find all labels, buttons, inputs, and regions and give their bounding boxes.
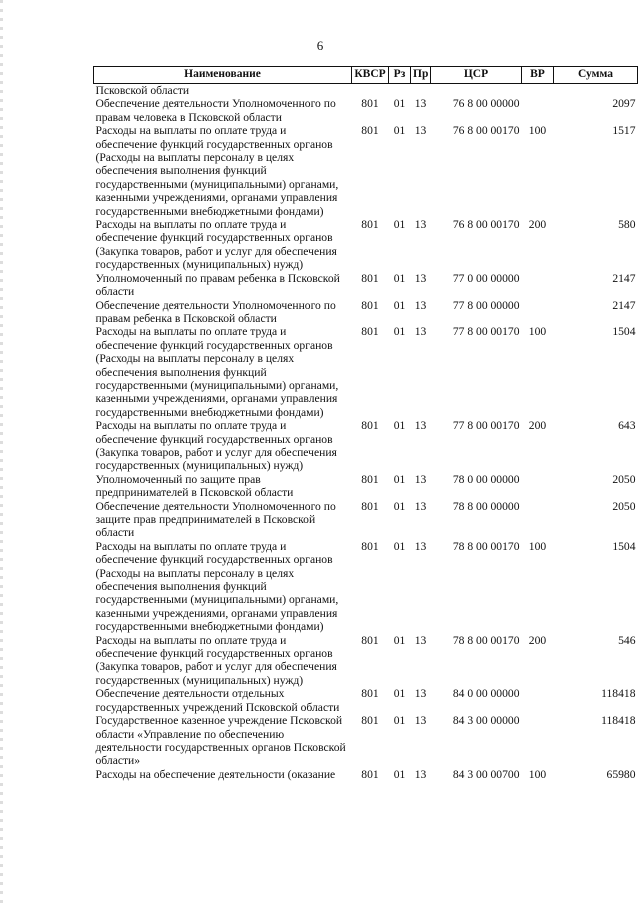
cell-csr: 78 8 00 00170 [452, 539, 520, 553]
table-row [94, 473, 638, 500]
cell-kvsr [352, 84, 389, 98]
cell-sum: 2050 [612, 472, 636, 486]
table-row [94, 299, 638, 326]
cell-kvsr: 801 [361, 218, 379, 232]
page-number: 6 [316, 38, 324, 53]
cell-pr: 13 [414, 714, 427, 728]
cell-rz: 01 [393, 472, 406, 486]
cell-vr [522, 299, 554, 326]
cell-pr: 13 [414, 97, 427, 111]
table-row [94, 84, 638, 98]
cell-pr: 13 [414, 767, 427, 781]
cell-sum: 643 [618, 419, 636, 433]
cell-kvsr: 801 [361, 124, 379, 138]
cell-sum: 580 [618, 218, 636, 232]
cell-rz: 01 [393, 539, 406, 553]
table-row [94, 500, 638, 540]
cell-vr: 100 [528, 767, 547, 781]
cell-vr: 100 [528, 124, 547, 138]
cell-name: Расходы на выплаты по оплате труда и обеспечение функций государственных органов (Расходы на выплаты персоналу в целях обеспечения выполнения функций государственными (муниципальными) органами, казенными учреждениями, органами управления государственными внебюджетными фондами) [95, 124, 339, 218]
cell-vr: 200 [528, 633, 547, 647]
cell-sum [554, 84, 638, 98]
cell-vr [522, 272, 554, 299]
cell-name: Обеспечение деятельности Уполномоченного по правам ребенка в Псковской области [95, 298, 336, 325]
table-row [94, 768, 638, 781]
cell-csr: 78 8 00 00170 [452, 633, 520, 647]
cell-vr [522, 687, 554, 714]
cell-name: Расходы на выплаты по оплате труда и обеспечение функций государственных органов (Закупка товаров, работ и услуг для обеспечения государственных (муниципальных) нужд) [95, 218, 337, 272]
cell-csr: 76 8 00 00170 [452, 124, 520, 138]
scan-edge [0, 0, 3, 905]
cell-kvsr: 801 [361, 714, 379, 728]
cell-name: Обеспечение деятельности отдельных государственных учреждений Псковской области [95, 687, 340, 714]
cell-sum: 2050 [612, 499, 636, 513]
cell-csr: 77 8 00 00000 [452, 298, 520, 312]
cell-name: Псковской области [95, 84, 190, 97]
cell-vr: 100 [528, 325, 547, 339]
cell-rz: 01 [393, 218, 406, 232]
cell-name: Государственное казенное учреждение Псковской области «Управление по обеспечению деятельности государственных органов Псковской области» [95, 714, 346, 768]
cell-name: Обеспечение деятельности Уполномоченного по защите прав предпринимателей в Псковской области [95, 499, 336, 540]
cell-sum: 1517 [612, 124, 636, 138]
cell-pr: 13 [414, 633, 427, 647]
cell-rz: 01 [393, 325, 406, 339]
cell-name: Расходы на выплаты по оплате труда и обеспечение функций государственных органов (Закупка товаров, работ и услуг для обеспечения государственных (муниципальных) нужд) [95, 419, 337, 473]
header-rz: Рз [389, 67, 411, 84]
cell-sum: 2147 [612, 271, 636, 285]
cell-kvsr: 801 [361, 499, 379, 513]
table-row [94, 634, 638, 688]
cell-vr [522, 97, 554, 124]
cell-csr: 77 8 00 00170 [452, 325, 520, 339]
cell-name: Уполномоченный по правам ребенка в Псковской области [95, 271, 340, 299]
cell-csr: 77 0 00 00000 [452, 271, 520, 285]
cell-name: Расходы на обеспечение деятельности (оказание [95, 767, 336, 781]
cell-kvsr: 801 [361, 97, 379, 111]
cell-name: Расходы на выплаты по оплате труда и обеспечение функций государственных органов (Закупка товаров, работ и услуг для обеспечения государственных (муниципальных) нужд) [95, 633, 337, 687]
budget-table [93, 66, 638, 781]
cell-csr: 76 8 00 00000 [452, 97, 520, 111]
cell-kvsr: 801 [361, 472, 379, 486]
cell-vr: 200 [528, 218, 547, 232]
cell-csr: 78 8 00 00000 [452, 499, 520, 513]
cell-pr [411, 84, 431, 98]
table-row [94, 325, 638, 419]
cell-csr: 77 8 00 00170 [452, 419, 520, 433]
cell-kvsr: 801 [361, 633, 379, 647]
cell-kvsr: 801 [361, 271, 379, 285]
cell-kvsr: 801 [361, 687, 379, 701]
cell-sum: 1504 [612, 539, 636, 553]
cell-pr: 13 [414, 687, 427, 701]
cell-name: Обеспечение деятельности Уполномоченного по правам человека в Псковской области [95, 97, 336, 124]
table-row [94, 272, 638, 299]
cell-rz: 01 [393, 298, 406, 312]
table-row [94, 97, 638, 124]
header-sum: Сумма [554, 67, 638, 84]
cell-csr: 84 3 00 00000 [452, 714, 520, 728]
cell-pr: 13 [414, 539, 427, 553]
cell-rz: 01 [393, 767, 406, 781]
table-row [94, 540, 638, 634]
cell-sum: 546 [618, 633, 636, 647]
cell-rz: 01 [393, 124, 406, 138]
table-row [94, 714, 638, 768]
cell-pr: 13 [414, 472, 427, 486]
cell-rz: 01 [393, 714, 406, 728]
cell-name: Расходы на выплаты по оплате труда и обеспечение функций государственных органов (Расходы на выплаты персоналу в целях обеспечения выполнения функций государственными (муниципальными) органами, казенными учреждениями, органами управления государственными внебюджетными фондами) [95, 325, 339, 419]
table-row [94, 218, 638, 272]
cell-vr [522, 500, 554, 540]
cell-pr: 13 [414, 419, 427, 433]
cell-pr: 13 [414, 124, 427, 138]
cell-kvsr: 801 [361, 298, 379, 312]
cell-pr: 13 [414, 499, 427, 513]
cell-vr: 200 [528, 419, 547, 433]
cell-name: Расходы на выплаты по оплате труда и обеспечение функций государственных органов (Расходы на выплаты персоналу в целях обеспечения выполнения функций государственными (муниципальными) органами, казенными учреждениями, органами управления государственными внебюджетными фондами) [95, 539, 339, 634]
cell-sum: 2097 [612, 97, 636, 111]
header-pr: Пр [411, 67, 431, 84]
cell-vr [522, 473, 554, 500]
table-row [94, 687, 638, 714]
cell-kvsr: 801 [361, 325, 379, 339]
cell-pr: 13 [414, 271, 427, 285]
cell-sum: 118418 [601, 714, 636, 728]
header-kvsr: КВСР [352, 67, 389, 84]
header-name: Наименование [94, 67, 352, 84]
cell-rz: 01 [393, 687, 406, 701]
cell-csr: 78 0 00 00000 [452, 472, 520, 486]
cell-rz: 01 [393, 97, 406, 111]
cell-pr: 13 [414, 298, 427, 312]
cell-kvsr: 801 [361, 539, 379, 553]
cell-csr [431, 84, 522, 98]
header-csr: ЦСР [431, 67, 522, 84]
table-row [94, 124, 638, 218]
cell-rz: 01 [393, 633, 406, 647]
table-header-row [94, 67, 638, 84]
cell-sum: 65980 [606, 767, 636, 781]
cell-sum: 1504 [612, 325, 636, 339]
cell-vr [522, 714, 554, 768]
cell-sum: 118418 [601, 687, 636, 701]
cell-csr: 84 3 00 00700 [452, 767, 520, 781]
cell-csr: 76 8 00 00170 [452, 218, 520, 232]
cell-sum: 2147 [612, 298, 636, 312]
cell-rz: 01 [393, 419, 406, 433]
header-vr: ВР [522, 67, 554, 84]
table-body [94, 84, 638, 782]
cell-kvsr: 801 [361, 767, 379, 781]
cell-csr: 84 0 00 00000 [452, 687, 520, 701]
cell-rz: 01 [393, 499, 406, 513]
cell-rz [389, 84, 411, 98]
cell-vr: 100 [528, 539, 547, 553]
cell-rz: 01 [393, 271, 406, 285]
cell-pr: 13 [414, 218, 427, 232]
cell-name: Уполномоченный по защите прав предпринимателей в Псковской области [95, 472, 294, 500]
table-row [94, 419, 638, 473]
cell-pr: 13 [414, 325, 427, 339]
cell-kvsr: 801 [361, 419, 379, 433]
cell-vr [522, 84, 554, 98]
